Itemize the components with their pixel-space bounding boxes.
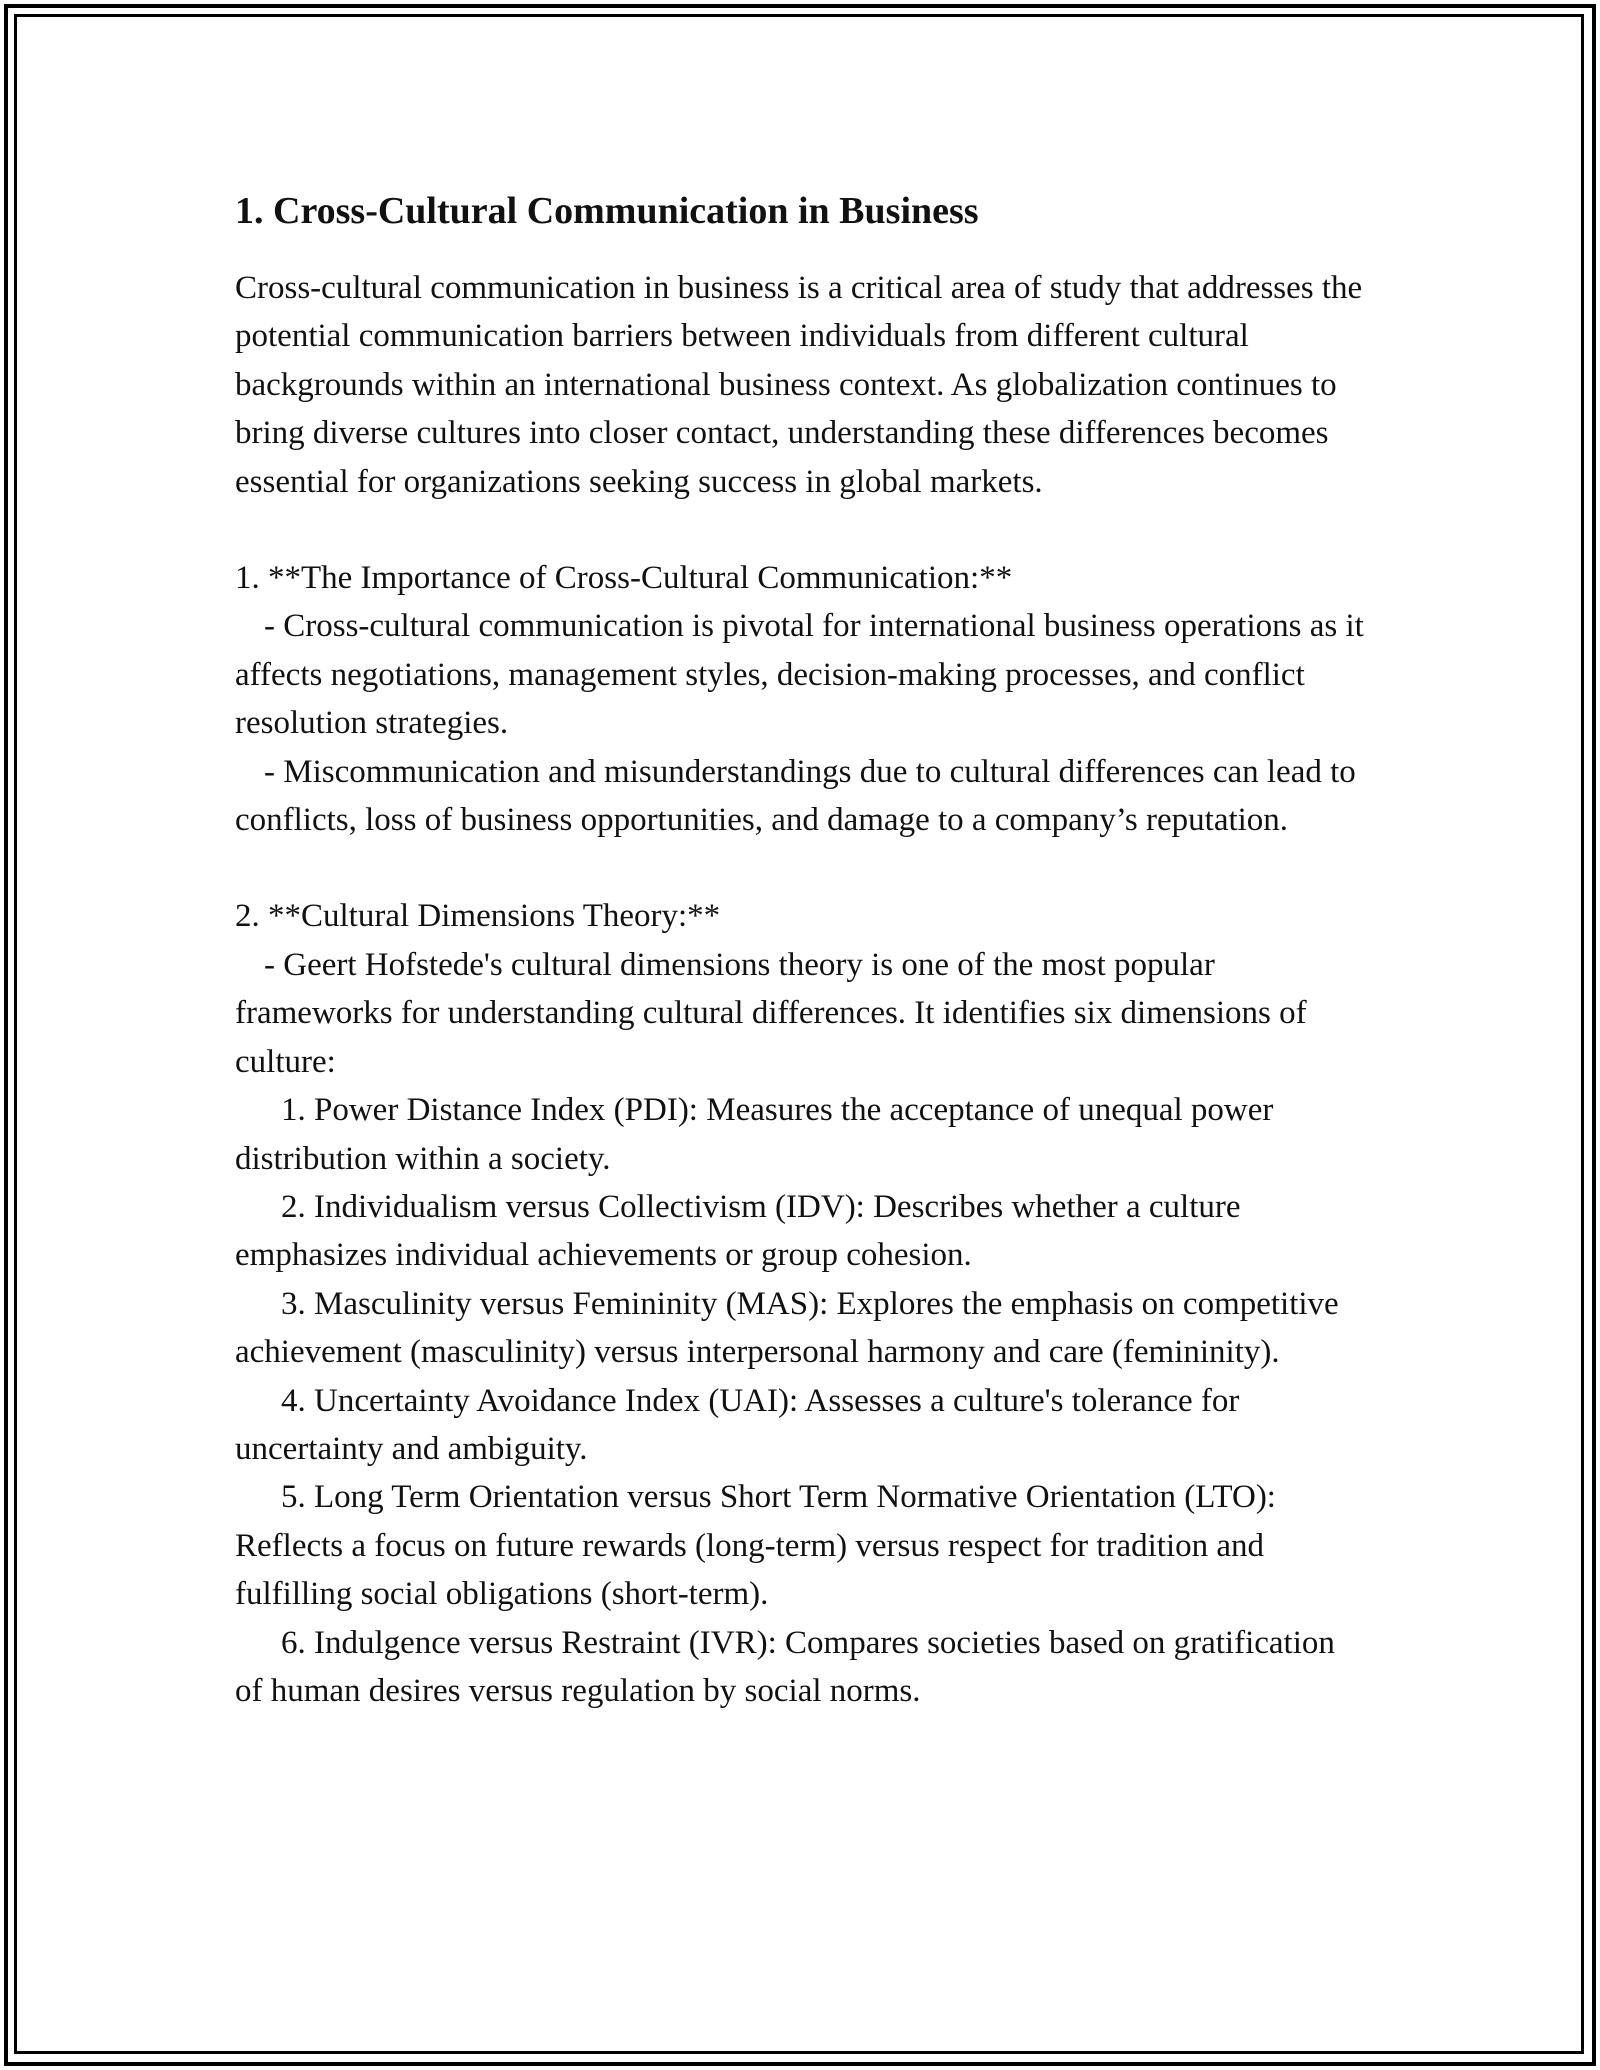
section-heading: 2. **Cultural Dimensions Theory:** — [235, 898, 721, 935]
dimension-item — [235, 1183, 1365, 1280]
bullet-item — [235, 602, 1365, 747]
dimension-text: 3. Masculinity versus Femininity (MAS): Explores the emphasis on competitive achievement (masculinity) versus interpersonal harmony and care (femininity). — [235, 1285, 1339, 1371]
section-heading: 1. **The Importance of Cross-Cultural Communication:** — [235, 560, 1013, 597]
paragraph-gap — [235, 506, 1365, 554]
dimension-text: 5. Long Term Orientation versus Short Term Normative Orientation (LTO): Reflects a focus on future rewards (long-term) versus respect for tradition and fulfilling social obligations (short-term). — [235, 1479, 1276, 1613]
dimension-item — [235, 1086, 1365, 1183]
section-dimensions — [235, 892, 1365, 1715]
dimension-item — [235, 1280, 1365, 1377]
bullet-item — [235, 941, 1365, 1086]
document-title: 1. Cross-Cultural Communication in Business — [235, 190, 979, 232]
paragraph-gap — [235, 844, 1365, 892]
dimension-item — [235, 1377, 1365, 1474]
dimension-item — [235, 1619, 1365, 1716]
dimension-text: 1. Power Distance Index (PDI): Measures the acceptance of unequal power distribution within a society. — [235, 1092, 1274, 1177]
bullet-text: - Geert Hofstede's cultural dimensions theory is one of the most popular frameworks for understanding cultural differences. It identifies six dimensions of culture: — [235, 946, 1307, 1080]
bullet-item — [235, 748, 1365, 845]
dimension-text: 6. Indulgence versus Restraint (IVR): Compares societies based on gratification of human desires versus regulation by social norms. — [235, 1624, 1335, 1709]
bullet-text: - Miscommunication and misunderstandings due to cultural differences can lead to conflicts, loss of business opportunities, and damage to a company’s reputation. — [235, 753, 1356, 839]
document-body — [235, 186, 1365, 1715]
dimension-text: 2. Individualism versus Collectivism (IDV): Describes whether a culture emphasizes individual achievements or group cohesion. — [235, 1188, 1241, 1274]
section-importance — [235, 554, 1365, 844]
dimension-text: 4. Uncertainty Avoidance Index (UAI): Assesses a culture's tolerance for uncertainty and ambiguity. — [235, 1382, 1240, 1467]
intro-paragraph: Cross-cultural communication in business is a critical area of study that addresses the potential communication barriers between individuals from different cultural backgrounds within an international business context. As globalization continues to bring diverse cultures into closer contact, understanding these differences becomes essential for organizations seeking success in global markets. — [235, 270, 1363, 500]
dimension-item — [235, 1473, 1365, 1618]
bullet-text: - Cross-cultural communication is pivotal for international business operations as it affects negotiations, management styles, decision-making processes, and conflict resolution strategies. — [235, 608, 1364, 742]
